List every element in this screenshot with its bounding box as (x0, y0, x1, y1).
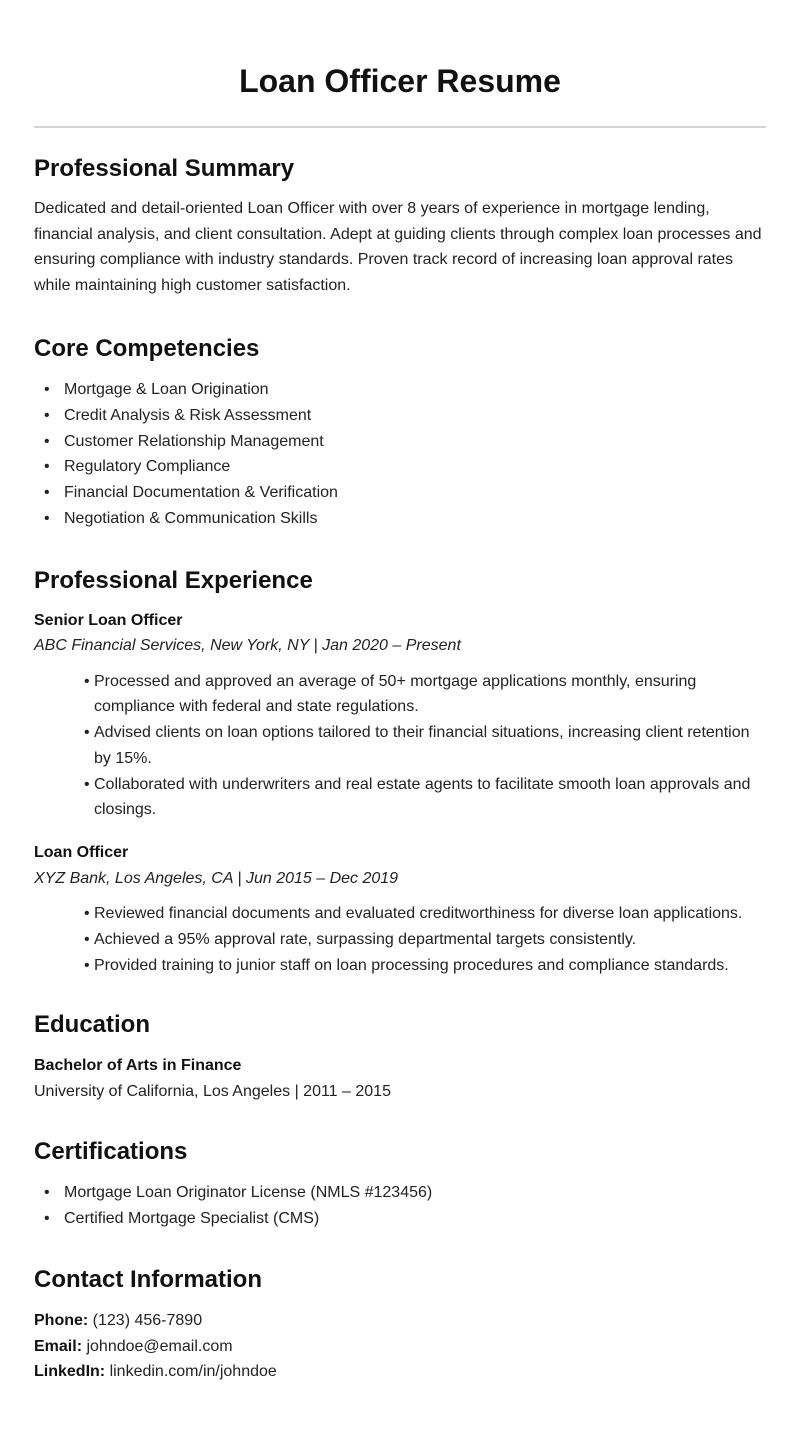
bullet-icon: • (84, 724, 90, 742)
responsibility-item (84, 901, 766, 927)
certification-label: Mortgage Loan Originator License (NMLS #123456) (64, 1184, 433, 1202)
certification-item (44, 1180, 766, 1206)
certifications-section (34, 1137, 766, 1231)
responsibility-item (84, 772, 766, 823)
job-entry (34, 840, 766, 978)
job-responsibilities (34, 901, 766, 978)
responsibility-text: Reviewed financial documents and evaluated creditworthiness for diverse loan applications. (94, 905, 743, 923)
contact-email (34, 1334, 766, 1360)
degree-title: Bachelor of Arts in Finance (34, 1057, 242, 1075)
certifications-heading: Certifications (34, 1138, 188, 1166)
bullet-icon: • (44, 1184, 50, 1202)
responsibility-item (84, 669, 766, 720)
contact-section (34, 1265, 766, 1385)
certifications-list (34, 1180, 766, 1231)
experience-heading: Professional Experience (34, 566, 313, 594)
job-employer-dates: ABC Financial Services, New York, NY | Jan 2020 – Present (34, 637, 461, 655)
competency-label: Customer Relationship Management (64, 432, 324, 450)
competencies-list (34, 377, 766, 531)
job-title: Loan Officer (34, 844, 129, 861)
school-dates: University of California, Los Angeles | 2011 – 2015 (34, 1082, 391, 1100)
summary-heading: Professional Summary (34, 155, 295, 182)
competency-label: Mortgage & Loan Origination (64, 381, 269, 399)
contact-phone (34, 1308, 766, 1334)
responsibility-text: Provided training to junior staff on loan processing procedures and compliance standards. (94, 956, 729, 974)
responsibility-text: Advised clients on loan options tailored to their financial situations, increasing client retention by 15%. (94, 724, 750, 767)
competency-item (44, 429, 766, 455)
bullet-icon: • (44, 484, 50, 502)
email-label: Email: (34, 1337, 83, 1355)
bullet-icon: • (84, 905, 90, 923)
phone-value: (123) 456-7890 (92, 1311, 203, 1329)
bullet-icon: • (84, 775, 90, 793)
bullet-icon: • (84, 672, 90, 690)
bullet-icon: • (84, 930, 90, 948)
competency-item (44, 403, 766, 429)
competency-label: Negotiation & Communication Skills (64, 509, 318, 527)
experience-section (34, 566, 766, 979)
responsibility-item (84, 927, 766, 953)
page-title: Loan Officer Resume (239, 63, 561, 99)
bullet-icon: • (44, 458, 50, 476)
competencies-section (34, 334, 766, 531)
certification-item (44, 1206, 766, 1232)
job-employer-dates: XYZ Bank, Los Angeles, CA | Jun 2015 – Dec 2019 (34, 869, 399, 887)
summary-section (34, 154, 766, 298)
phone-label: Phone: (34, 1311, 89, 1329)
email-value: johndoe@email.com (86, 1337, 233, 1355)
bullet-icon: • (44, 407, 50, 425)
bullet-icon: • (44, 432, 50, 450)
contact-heading: Contact Information (34, 1265, 262, 1293)
bullet-icon: • (44, 509, 50, 527)
competency-item (44, 506, 766, 532)
responsibility-text: Collaborated with underwriters and real estate agents to facilitate smooth loan approvals and closings. (94, 775, 751, 819)
competency-label: Regulatory Compliance (64, 458, 231, 476)
competency-item (44, 454, 766, 480)
responsibility-text: Processed and approved an average of 50+ mortgage applications monthly, ensuring compliance with federal and state regulations. (94, 672, 697, 716)
linkedin-label: LinkedIn: (34, 1363, 106, 1381)
contact-linkedin (34, 1359, 766, 1385)
responsibility-text: Achieved a 95% approval rate, surpassing departmental targets consistently. (94, 930, 637, 948)
contact-details (34, 1308, 766, 1385)
bullet-icon: • (84, 956, 90, 974)
responsibility-item (84, 720, 766, 771)
competency-label: Credit Analysis & Risk Assessment (64, 407, 312, 425)
bullet-icon: • (44, 1210, 50, 1228)
job-responsibilities (34, 669, 766, 823)
competencies-heading: Core Competencies (34, 335, 260, 363)
competency-item (44, 480, 766, 506)
responsibility-item (84, 953, 766, 979)
competency-label: Financial Documentation & Verification (64, 484, 338, 502)
education-section (34, 1010, 766, 1104)
summary-text: Dedicated and detail-oriented Loan Officer with over 8 years of experience in mortgage lending, financial analysis, and client consultation. Adept at guiding clients through complex loan processes and ensuring compliance with industry standards. Proven track record of increasing loan approval rates while maintaining high customer satisfaction. (34, 200, 762, 294)
linkedin-value: linkedin.com/in/johndoe (109, 1363, 277, 1381)
certification-label: Certified Mortgage Specialist (CMS) (64, 1210, 320, 1228)
competency-item (44, 377, 766, 403)
bullet-icon: • (44, 381, 50, 399)
job-entry (34, 608, 766, 823)
title-divider (34, 126, 766, 128)
job-title: Senior Loan Officer (34, 611, 183, 629)
education-heading: Education (34, 1011, 151, 1039)
